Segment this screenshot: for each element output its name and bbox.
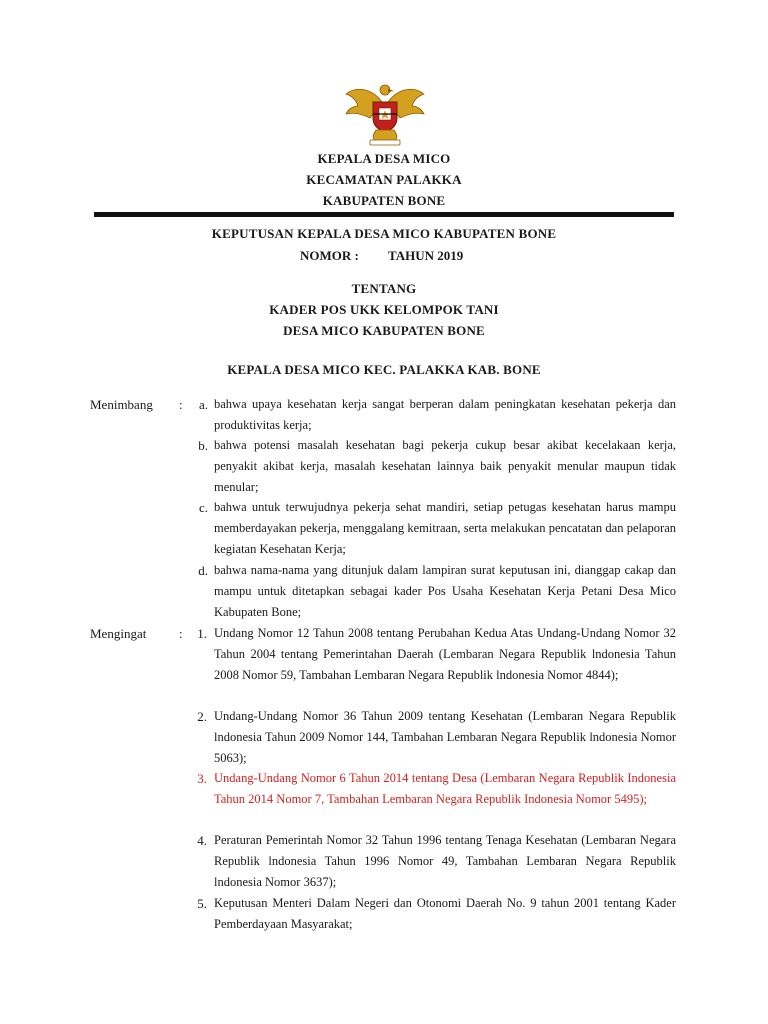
mengingat-item-marker: 1. [197, 626, 207, 641]
menimbang-item-marker: d. [198, 563, 208, 578]
menimbang-item-text: bahwa upaya kesehatan kerja sangat berperan dalam peningkatan kesehatan pekerja dan produktivitas kerja; [214, 397, 676, 432]
authority-heading: KEPALA DESA MICO KEC. PALAKKA KAB. BONE [227, 362, 541, 377]
menimbang-item-text: bahwa potensi masalah kesehatan bagi pekerja cukup besar akibat kecelakaan kerja, penyakit akibat kerja, masalah kesehatan lainnya baik penyakit menular maupun tidak menular; [214, 438, 676, 494]
mengingat-item-text: Undang Nomor 12 Tahun 2008 tentang Perubahan Kedua Atas Undang-Undang Nomor 32 Tahun 2004 tentang Pemerintahan Daerah (Lembaran Negara Republik lndonesia Tahun 2008 Nomor 59, Tambahan Lembaran Negara Republik lndonesia Nomor 4844); [214, 626, 676, 682]
menimbang-item-marker: a. [198, 397, 208, 412]
decree-number-label: NOMOR : [300, 248, 359, 263]
header-line-1: KEPALA DESA MICO [317, 151, 451, 166]
decree-number-row [0, 248, 768, 264]
mengingat-item-text: Keputusan Menteri Dalam Negeri dan Otonomi Daerah No. 9 tahun 2001 tentang Kader Pemberdayaan Masyarakat; [214, 896, 676, 931]
mengingat-label: Mengingat [90, 626, 147, 641]
mengingat-item-text: Undang-Undang Nomor 36 Tahun 2009 tentang Kesehatan (Lembaran Negara Republik lndonesia Tahun 2009 Nomor 144, Tambahan Lembaran Negara Republik lndonesia Nomor 5063); [214, 709, 676, 765]
menimbang-label: Menimbang [90, 397, 153, 412]
mengingat-item-text: Peraturan Pemerintah Nomor 32 Tahun 1996 tentang Tenaga Kesehatan (Lembaran Negara Republik lndonesia Tahun 1996 Nomor 49, Tambahan Lembaran Negara Republik lndonesia Nomor 3637); [214, 833, 676, 889]
subject-about: TENTANG [351, 281, 417, 296]
menimbang-item-text: bahwa nama-nama yang ditunjuk dalam lampiran surat keputusan ini, dianggap cakap dan mampu untuk ditetapkan sebagai kader Pos Usaha Kesehatan Kerja Petani Desa Mico Kabupaten Bone; [214, 563, 676, 619]
mengingat-item-marker: 4. [197, 833, 207, 848]
header-divider [94, 212, 674, 217]
menimbang-item-text: bahwa untuk terwujudnya pekerja sehat mandiri, setiap petugas kesehatan harus mampu memberdayakan pekerja, menggalang kemitraan, serta melakukan pencatatan dan pelaporan kegiatan Kesehatan Kerja; [214, 500, 676, 556]
subject-line-1: KADER POS UKK KELOMPOK TANI [269, 302, 499, 317]
decree-title: KEPUTUSAN KEPALA DESA MICO KABUPATEN BONE [211, 226, 557, 241]
mengingat-item-marker: 5. [197, 896, 207, 911]
decree-year: TAHUN 2019 [388, 248, 464, 263]
header-line-3: KABUPATEN BONE [322, 193, 446, 208]
subject-line-2: DESA MICO KABUPATEN BONE [283, 323, 485, 338]
header-line-2: KECAMATAN PALAKKA [306, 172, 462, 187]
mengingat-item-marker: 3. [197, 771, 207, 786]
mengingat-colon: : [179, 626, 183, 641]
mengingat-item-text: Undang-Undang Nomor 6 Tahun 2014 tentang Desa (Lembaran Negara Republik Indonesia Tahun 2014 Nomor 7, Tambahan Lembaran Negara Republik Indonesia Nomor 5495); [214, 771, 676, 806]
menimbang-colon: : [179, 397, 183, 412]
mengingat-item-marker: 2. [197, 709, 207, 724]
menimbang-item-marker: b. [198, 438, 208, 453]
menimbang-item-marker: c. [198, 500, 208, 515]
garuda-emblem-icon [342, 80, 428, 146]
